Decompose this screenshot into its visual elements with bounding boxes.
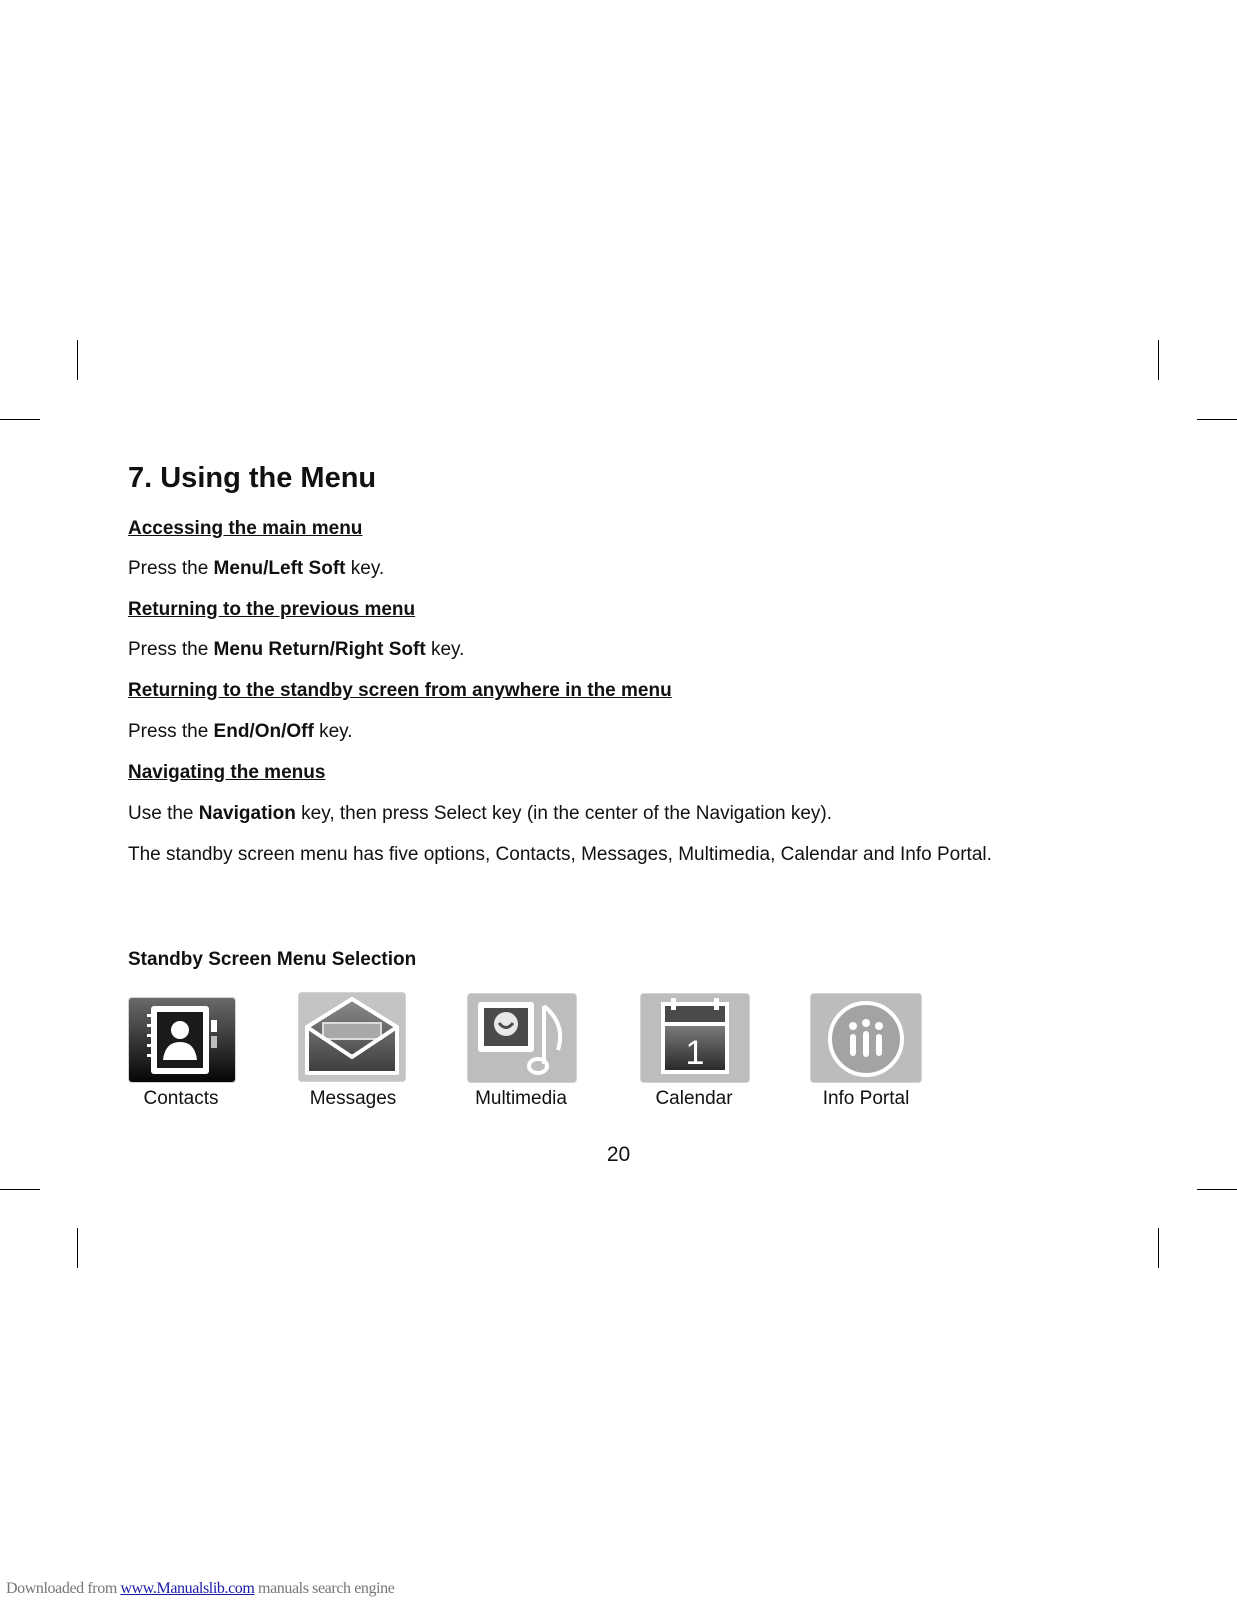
menu-label-info-portal: Info Portal (822, 1088, 910, 1109)
page-title: 7. Using the Menu (128, 462, 377, 494)
instruction-returning-standby (128, 721, 353, 743)
download-footer (6, 1580, 394, 1598)
key-name: Menu Return/Right Soft (213, 639, 426, 660)
menu-label-calendar: Calendar (655, 1088, 733, 1109)
menu-tile-contacts (128, 997, 236, 1083)
multimedia-icon (468, 994, 576, 1082)
key-name: End/On/Off (213, 721, 314, 742)
instruction-accessing (128, 558, 384, 580)
menu-label-messages: Messages (309, 1088, 397, 1109)
key-name: Navigation (198, 803, 296, 824)
instruction-text: key. (345, 558, 385, 579)
contacts-icon (129, 998, 235, 1082)
page-number: 20 (606, 1143, 631, 1166)
footer-suffix: manuals search engine (254, 1580, 395, 1597)
crop-mark (0, 1189, 40, 1190)
crop-mark (1158, 1228, 1159, 1268)
subheading-returning-previous: Returning to the previous menu (128, 599, 416, 620)
instruction-text: key. (313, 721, 353, 742)
crop-mark (1197, 419, 1237, 420)
instruction-text: Press the (128, 639, 214, 660)
calendar-icon (641, 994, 749, 1082)
instruction-text: key, then press Select key (in the center of the Navigation key). (295, 803, 833, 824)
standby-description: The standby screen menu has five options, Contacts, Messages, Multimedia, Calendar and Info Portal. (128, 844, 992, 865)
instruction-text: key. (425, 639, 465, 660)
instruction-text: Press the (128, 558, 214, 579)
key-name: Menu/Left Soft (213, 558, 346, 579)
crop-mark (1158, 340, 1159, 380)
instruction-text: Use the (128, 803, 199, 824)
crop-mark (0, 419, 40, 420)
calendar-day-number: 1 (685, 1034, 705, 1072)
instruction-returning-previous (128, 639, 464, 661)
menu-tile-multimedia (467, 993, 577, 1083)
menu-label-multimedia: Multimedia (475, 1088, 567, 1109)
subheading-returning-standby: Returning to the standby screen from anywhere in the menu (128, 680, 672, 701)
subheading-navigating: Navigating the menus (128, 762, 326, 783)
subheading-accessing: Accessing the main menu (128, 518, 363, 539)
manualslib-link[interactable]: www.Manualslib.com (120, 1580, 255, 1597)
crop-mark (77, 1228, 78, 1268)
footer-prefix: Downloaded from (6, 1580, 121, 1597)
menu-tile-messages (298, 992, 406, 1082)
menu-tile-info-portal (810, 993, 922, 1083)
info-portal-icon (811, 994, 921, 1082)
instruction-text: Press the (128, 721, 214, 742)
instruction-navigating (128, 803, 832, 825)
menu-tile-calendar (640, 993, 750, 1083)
crop-mark (77, 340, 78, 380)
envelope-icon (299, 993, 405, 1081)
crop-mark (1197, 1189, 1237, 1190)
menu-label-contacts: Contacts (143, 1088, 219, 1109)
figure-caption: Standby Screen Menu Selection (128, 949, 417, 970)
